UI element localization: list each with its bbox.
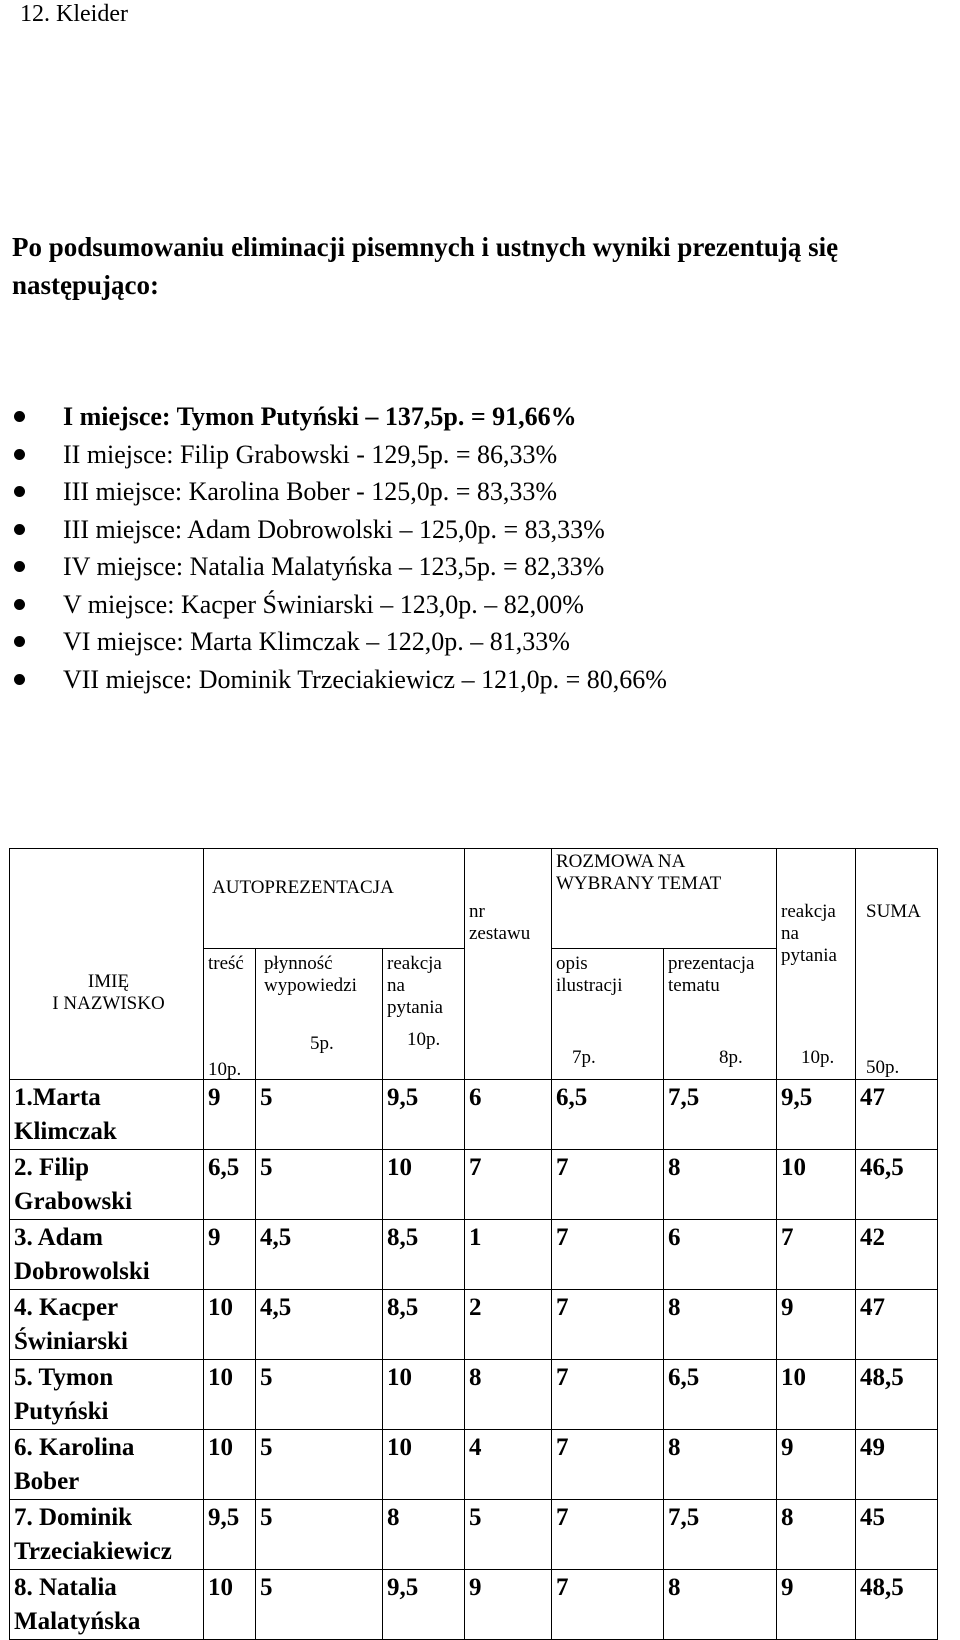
bullet-icon (14, 561, 25, 572)
score-cell-prezentacja: 8 (664, 1290, 777, 1360)
score-cell-reakcja2: 9,5 (777, 1080, 856, 1150)
score-cell-nr: 8 (465, 1360, 552, 1430)
ranking-list (14, 398, 667, 698)
ranking-score: – 137,5p. = 91,66% (365, 402, 577, 431)
score-cell-nr: 9 (465, 1570, 552, 1640)
ranking-item (14, 473, 667, 511)
score-cell-reakcja2: 10 (777, 1360, 856, 1430)
score-cell-prezentacja: 6,5 (664, 1360, 777, 1430)
results-table (9, 848, 938, 1640)
bullet-icon (14, 449, 25, 460)
score-cell-prezentacja: 7,5 (664, 1500, 777, 1570)
bullet-icon (14, 674, 25, 685)
participant-name: 4. Kacper Świniarski (10, 1290, 204, 1360)
ranking-score: – 123,5p. = 82,33% (398, 552, 605, 581)
ranking-label: II miejsce: Filip Grabowski (63, 439, 350, 469)
col-prezentacja-points: 8p. (719, 1047, 743, 1068)
summary-heading: Po podsumowaniu eliminacji pisemnych i ustnych wyniki prezentują się następująco: (12, 232, 839, 300)
col-reakcja1-points: 10p. (407, 1029, 441, 1050)
score-cell-reakcja2: 9 (777, 1570, 856, 1640)
score-cell-nr: 5 (465, 1500, 552, 1570)
score-cell-plynnosc: 5 (256, 1080, 383, 1150)
score-cell-opis: 7 (552, 1220, 664, 1290)
score-cell-plynnosc: 4,5 (256, 1220, 383, 1290)
score-cell-plynnosc: 5 (256, 1360, 383, 1430)
score-cell-reakcja2: 8 (777, 1500, 856, 1570)
bullet-icon (14, 411, 25, 422)
participant-name: 7. Dominik Trzeciakiewicz (10, 1500, 204, 1570)
col-tresc-label: treść (208, 953, 244, 974)
col-reakcja2-points: 10p. (801, 1047, 835, 1068)
col-reakcja2-label: reakcja na pytania (781, 901, 837, 966)
score-cell-tresc: 10 (204, 1430, 256, 1500)
score-cell-reakcja1: 10 (383, 1360, 465, 1430)
participant-name: 6. Karolina Bober (10, 1430, 204, 1500)
col-opis-points: 7p. (572, 1047, 596, 1068)
score-cell-opis: 7 (552, 1570, 664, 1640)
participant-name: 3. Adam Dobrowolski (10, 1220, 204, 1290)
score-cell-prezentacja: 8 (664, 1150, 777, 1220)
score-cell-prezentacja: 7,5 (664, 1080, 777, 1150)
table-row (10, 1360, 938, 1430)
col-opis-label: opis ilustracji (556, 953, 623, 996)
ranking-label: VII miejsce: Dominik Trzeciakiewicz (63, 664, 456, 694)
score-cell-suma: 45 (856, 1500, 938, 1570)
table-row (10, 1500, 938, 1570)
score-cell-opis: 7 (552, 1500, 664, 1570)
col-header-tresc (204, 949, 256, 1080)
score-cell-prezentacja: 6 (664, 1220, 777, 1290)
participant-name: 2. Filip Grabowski (10, 1150, 204, 1220)
col-reakcja1-label: reakcja na pytania (387, 953, 443, 1018)
score-cell-tresc: 10 (204, 1570, 256, 1640)
name-header-line2: I NAZWISKO (52, 993, 165, 1014)
score-cell-opis: 7 (552, 1430, 664, 1500)
ranking-score: - 129,5p. = 86,33% (356, 439, 558, 469)
score-cell-reakcja1: 8 (383, 1500, 465, 1570)
col-header-nr-zestawu (465, 849, 552, 1080)
table-row (10, 1150, 938, 1220)
page-header: 12. Kleider (20, 1, 128, 27)
bullet-icon (14, 599, 25, 610)
table-row (10, 1570, 938, 1640)
col-suma-label: SUMA (866, 901, 921, 922)
score-cell-tresc: 10 (204, 1290, 256, 1360)
col-header-reakcja-2 (777, 849, 856, 1080)
score-cell-reakcja1: 10 (383, 1430, 465, 1500)
score-cell-nr: 4 (465, 1430, 552, 1500)
bullet-icon (14, 636, 25, 647)
score-cell-reakcja2: 9 (777, 1290, 856, 1360)
col-header-reakcja-1 (383, 949, 465, 1080)
table-row (10, 1080, 938, 1150)
ranking-label: V miejsce: Kacper Świniarski (63, 589, 374, 619)
score-cell-opis: 7 (552, 1290, 664, 1360)
participant-name: 5. Tymon Putyński (10, 1360, 204, 1430)
score-cell-prezentacja: 8 (664, 1430, 777, 1500)
score-cell-nr: 6 (465, 1080, 552, 1150)
ranking-label: VI miejsce: Marta Klimczak (63, 627, 360, 656)
table-row (10, 1290, 938, 1360)
score-cell-nr: 2 (465, 1290, 552, 1360)
score-cell-suma: 49 (856, 1430, 938, 1500)
score-cell-tresc: 6,5 (204, 1150, 256, 1220)
score-cell-nr: 1 (465, 1220, 552, 1290)
ranking-score: – 123,0p. – 82,00% (380, 589, 584, 619)
score-cell-suma: 42 (856, 1220, 938, 1290)
score-cell-plynnosc: 4,5 (256, 1290, 383, 1360)
col-prezentacja-label: prezentacja tematu (668, 953, 755, 996)
score-cell-prezentacja: 8 (664, 1570, 777, 1640)
ranking-label: III miejsce: Karolina Bober (63, 477, 350, 506)
table-row (10, 1220, 938, 1290)
ranking-item (14, 586, 667, 624)
ranking-item (14, 548, 667, 586)
score-cell-opis: 7 (552, 1150, 664, 1220)
ranking-item (14, 623, 667, 661)
bullet-icon (14, 486, 25, 497)
score-cell-plynnosc: 5 (256, 1500, 383, 1570)
participant-name: 8. Natalia Malatyńska (10, 1570, 204, 1640)
col-header-opis (552, 949, 664, 1080)
name-header-line1: IMIĘ (87, 971, 130, 992)
score-cell-reakcja2: 9 (777, 1430, 856, 1500)
score-cell-suma: 47 (856, 1080, 938, 1150)
table-row (10, 1430, 938, 1500)
col-nr-label: nr zestawu (469, 901, 531, 944)
score-cell-suma: 46,5 (856, 1150, 938, 1220)
score-cell-plynnosc: 5 (256, 1430, 383, 1500)
group-header-rozmowa: ROZMOWA NA WYBRANY TEMAT (552, 849, 777, 949)
score-cell-tresc: 10 (204, 1360, 256, 1430)
ranking-item (14, 661, 667, 699)
score-cell-reakcja1: 8,5 (383, 1220, 465, 1290)
ranking-score: – 125,0p. = 83,33% (399, 514, 605, 544)
group-header-autoprezentacja: AUTOPREZENTACJA (204, 849, 465, 949)
score-cell-reakcja2: 7 (777, 1220, 856, 1290)
score-cell-tresc: 9,5 (204, 1500, 256, 1570)
ranking-item (14, 398, 667, 436)
col-plynnosc-points: 5p. (310, 1033, 334, 1054)
ranking-item (14, 436, 667, 474)
score-cell-opis: 7 (552, 1360, 664, 1430)
ranking-score: - 125,0p. = 83,33% (356, 477, 558, 506)
col-header-plynnosc (256, 949, 383, 1080)
score-cell-tresc: 9 (204, 1080, 256, 1150)
ranking-label: I miejsce: Tymon Putyński (63, 402, 359, 431)
score-cell-tresc: 9 (204, 1220, 256, 1290)
col-header-suma (856, 849, 938, 1080)
score-cell-reakcja1: 8,5 (383, 1290, 465, 1360)
ranking-item (14, 511, 667, 549)
col-suma-points: 50p. (866, 1057, 900, 1078)
score-cell-reakcja1: 10 (383, 1150, 465, 1220)
score-cell-reakcja1: 9,5 (383, 1080, 465, 1150)
score-cell-nr: 7 (465, 1150, 552, 1220)
score-cell-suma: 48,5 (856, 1570, 938, 1640)
ranking-score: – 122,0p. – 81,33% (366, 627, 570, 656)
score-cell-suma: 47 (856, 1290, 938, 1360)
score-cell-opis: 6,5 (552, 1080, 664, 1150)
bullet-icon (14, 524, 25, 535)
score-cell-suma: 48,5 (856, 1360, 938, 1430)
score-cell-reakcja1: 9,5 (383, 1570, 465, 1640)
col-plynnosc-label: płynność wypowiedzi (264, 953, 357, 996)
score-cell-plynnosc: 5 (256, 1150, 383, 1220)
score-cell-plynnosc: 5 (256, 1570, 383, 1640)
participant-name: 1.Marta Klimczak (10, 1080, 204, 1150)
name-column-header (10, 849, 204, 1080)
col-tresc-points: 10p. (208, 1059, 242, 1080)
col-header-prezentacja (664, 949, 777, 1080)
ranking-label: III miejsce: Adam Dobrowolski (63, 514, 393, 544)
ranking-score: – 121,0p. = 80,66% (461, 664, 667, 694)
score-cell-reakcja2: 10 (777, 1150, 856, 1220)
ranking-label: IV miejsce: Natalia Malatyńska (63, 552, 393, 581)
